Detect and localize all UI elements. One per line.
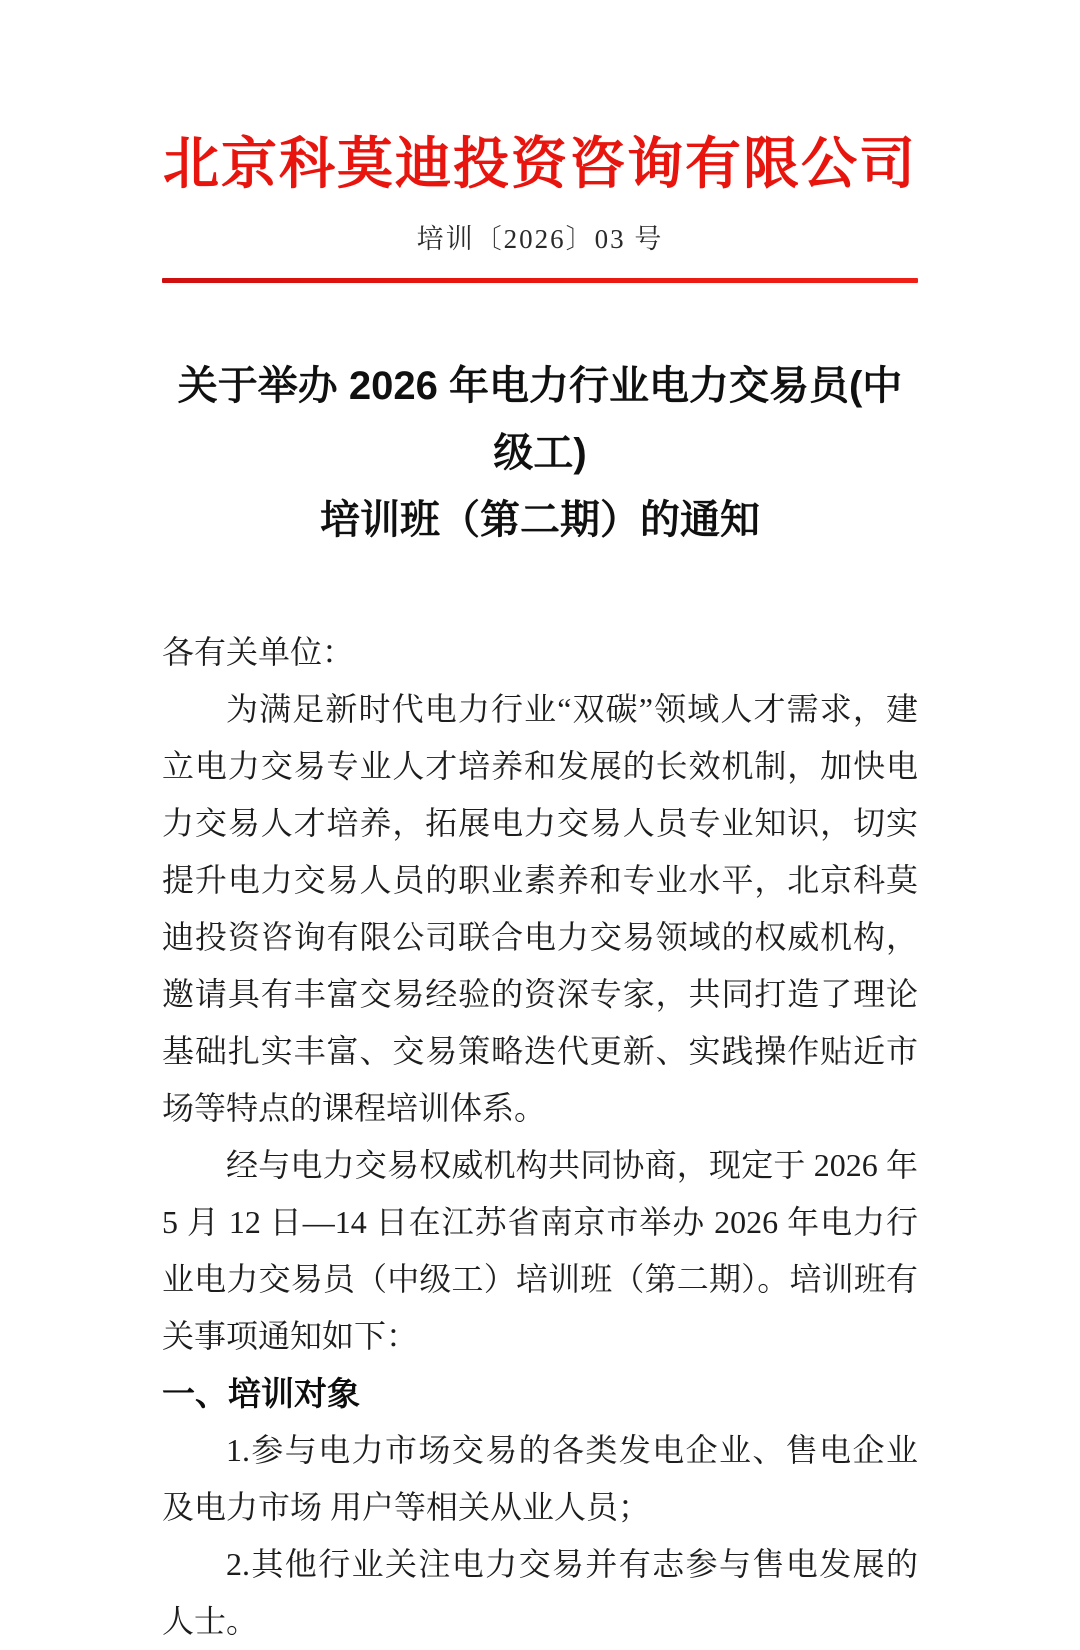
red-divider xyxy=(162,278,918,283)
document-body xyxy=(162,624,918,1650)
list-item: 1.参与电力市场交易的各类发电企业、售电企业及电力市场 用户等相关从业人员； xyxy=(162,1432,918,1525)
doc-number: 培训〔2026〕03 号 xyxy=(416,224,664,254)
list-item: 2.其他行业关注电力交易并有志参与售电发展的人士。 xyxy=(162,1546,918,1639)
paragraph: 经与电力交易权威机构共同协商，现定于 2026 年 5 月 12 日—14 日在江苏省南京市举办 2026 年电力行业电力交易员（中级工）培训班（第二期）。培训班有关事项通知如下： xyxy=(162,1147,918,1354)
notice-title-line1: 关于举办 2026 年电力行业电力交易员(中级工) xyxy=(177,364,903,475)
paragraph: 为满足新时代电力行业“双碳”领域人才需求，建立电力交易专业人才培养和发展的长效机制，加快电力交易人才培养，拓展电力交易人员专业知识，切实提升电力交易人员的职业素养和专业水平，北京科莫迪投资咨询有限公司联合电力交易领域的权威机构，邀请具有丰富交易经验的资深专家，共同打造了理论基础扎实丰富、交易策略迭代更新、实践操作贴近市场等特点的课程培训体系。 xyxy=(162,691,918,1126)
notice-title-line2: 培训班（第二期）的通知 xyxy=(320,498,760,542)
letterhead xyxy=(162,128,918,283)
notice-title xyxy=(162,353,918,554)
salutation: 各有关单位： xyxy=(162,634,355,670)
company-name: 北京科莫迪投资咨询有限公司 xyxy=(163,132,917,195)
section-heading-training-targets: 一、培训对象 xyxy=(162,1375,360,1412)
